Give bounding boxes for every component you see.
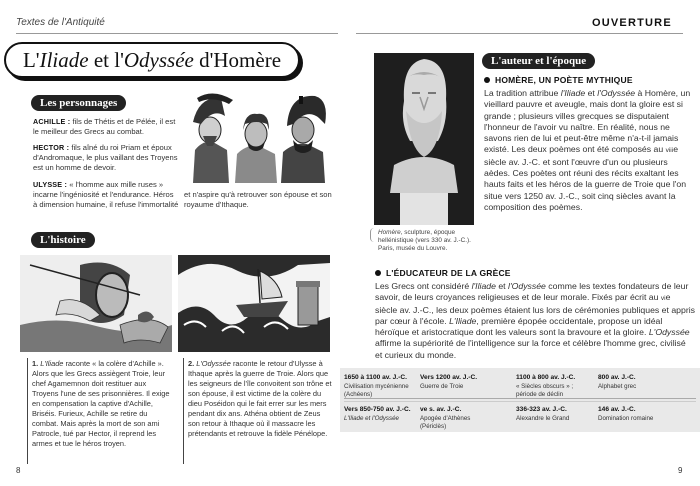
timeline-date: 800 av. J.-C.: [598, 374, 636, 381]
page-title: L'Iliade et l'Odyssée d'Homère: [22, 47, 282, 72]
timeline-label: Domination romaine: [598, 415, 654, 422]
timeline-label: Civilisation mycénienne (Achéens): [344, 383, 409, 398]
timeline-date: 1100 à 800 av. J.-C.: [516, 374, 576, 381]
running-title-left: Textes de l'Antiquité: [16, 17, 105, 28]
caption-rule-2: [183, 358, 184, 464]
timeline-label: Alexandre le Grand: [516, 415, 570, 422]
homer-section-heading: HOMÈRE, UN POÈTE MYTHIQUE: [484, 75, 633, 85]
achille-figure: [193, 93, 233, 183]
bullet-icon: [375, 270, 381, 276]
ulysse-description-continued: et n'aspire qu'à retrouver son épouse et son royaume d'Ithaque.: [184, 190, 332, 209]
ulysse-figure: [281, 96, 326, 183]
timeline-date: 336-323 av. J.-C.: [516, 406, 567, 413]
running-title-right: OUVERTURE: [592, 17, 672, 29]
page-number-left: 8: [16, 466, 21, 475]
timeline-date: 146 av. J.-C.: [598, 406, 636, 413]
caption-bracket: [370, 228, 376, 242]
timeline-date: 1650 à 1100 av. J.-C.: [344, 374, 407, 381]
iliade-caption: 1. L'Iliade raconte « la colère d'Achille ». Alors que les Grecs assiègent Troie, leur chef Agamemnon doit restituer aux Troyens l'une de ses prisonnières. Il exige en compensation la captive d'Achille, Briséis. Furieux, Achille se retire du combat. Mais après la mort de son ami Patrocle, tué par Hector, il reprend les armes et tue le héros troyen.: [32, 359, 170, 448]
educator-section-text: Les Grecs ont considéré l'Iliade et l'Odyssée comme les textes fondateurs de leur savoir, de leurs croyances religieuses et de leur morale. Fixés par écrit au vie siècle av. J.-C., les deux poèmes étaient lus lors de cérémonies publiques et appris par cœur à l'école. L'Iliade, première épopée occidentale, propose un idéal héroïque et aristocratique dont les valeurs sont la bravoure et la gloire. L'Odyssée affirme la supériorité de l'intelligence sur la force et célèbre l'homme grec, civilisé et curieux du monde.: [375, 281, 695, 360]
homer-section-text: La tradition attribue l'Iliade et l'Odyssée à Homère, un vieillard pauvre et aveugle, mais dont la gloire est si grande ; plusieurs villes grecques se disputaient l'honneur de l'avoir vu naître. En réalité, nous ne savons rien de lui et peut-être même n'a-t-il jamais existé. Les deux poèmes ont été composés au viiie siècle av. J.-C. et sont l'œuvre d'un ou plusieurs aèdes. Ces poètes ont réuni des récits exaltant les hauts faits et les héros de la guerre de Troie que l'on situe vers 1250 av. J.-C., soit cinq siècles avant la composition des poèmes.: [484, 88, 691, 212]
timeline-date: Vers 1200 av. J.-C.: [420, 374, 478, 381]
hector-figure: [235, 114, 277, 183]
bullet-icon: [484, 77, 490, 83]
ulysse-description: ULYSSE : « l'homme aux mille ruses » incarne l'ingéniosité et l'endurance. Héros à dimension humaine, il refuse l'immortalité: [33, 180, 179, 209]
timeline-label: Guerre de Troie: [420, 383, 464, 390]
homer-statue-photo: [374, 53, 474, 225]
timeline-label: Alphabet grec: [598, 383, 637, 390]
author-tag: L'auteur et l'époque: [482, 53, 595, 69]
caption-rule-1: [27, 358, 28, 464]
achille-description: ACHILLE : fils de Thétis et de Pélée, il est le meilleur des Grecs au combat.: [33, 117, 176, 136]
page-title-box: [4, 42, 300, 78]
iliade-illustration: [20, 255, 172, 352]
timeline-axis-shadow: [344, 401, 696, 402]
timeline-date: Vers 850-750 av. J.-C.: [344, 406, 411, 413]
hector-description: HECTOR : fils aîné du roi Priam et époux d'Andromaque, le plus vaillant des Troyens est un homme de devoir.: [33, 143, 178, 172]
educator-section-heading: L'ÉDUCATEUR DE LA GRÈCE: [375, 268, 511, 278]
header-rule-left: [16, 33, 338, 34]
timeline-label: « Siècles obscurs » ; période de déclin: [516, 383, 574, 398]
characters-tag: Les personnages: [31, 95, 126, 111]
odyssee-illustration: [178, 255, 330, 352]
timeline-date: ve s. av. J.-C.: [420, 406, 462, 413]
statue-caption: Homère, sculpture, époque hellénistique (vers 330 av. J.-C.). Paris, musée du Louvre.: [378, 229, 471, 252]
timeline-panel: [340, 368, 700, 432]
page-number-right: 9: [678, 466, 683, 475]
story-tag: L'histoire: [31, 232, 95, 248]
timeline-label: L'Iliade et l'Odyssée: [344, 415, 399, 422]
header-rule-right: [356, 33, 683, 34]
odyssee-caption: 2. L'Odyssée raconte le retour d'Ulysse à Ithaque après la guerre de Troie. Alors que les seigneurs de l'île convoitent son trône et son épouse, il est victime de la colère du dieu Poséidon qui le fait errer sur les mers pendant dix ans. Athéna obtient de Zeus son retour à Ithaque où il massacre les prétendants et retrouve la fidèle Pénélope.: [188, 359, 332, 438]
heroes-illustration: [183, 90, 333, 183]
timeline-label: Apogée d'Athènes (Périclès): [420, 415, 471, 430]
